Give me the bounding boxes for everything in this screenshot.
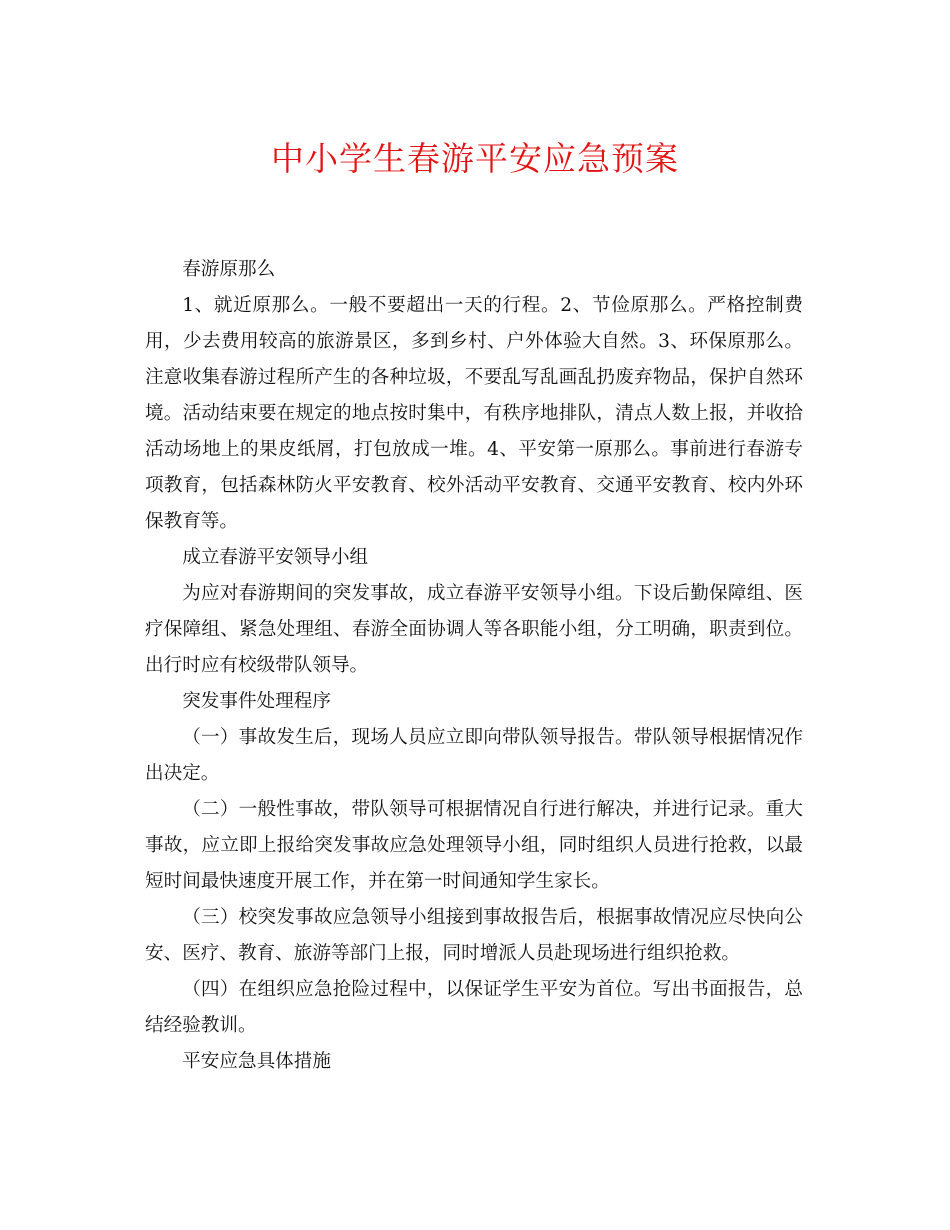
paragraph-procedure-2: （二）一般性事故，带队领导可根据情况自行进行解决，并进行记录。重大事故，应立即上报给突发事故应急处理领导小组，同时组织人员进行抢救，以最短时间最快速度开展工作，并在第一时间通知学生家长。 — [145, 799, 803, 892]
document-body — [145, 252, 803, 1080]
section-heading-leadership-group: 成立春游平安领导小组 — [182, 547, 369, 568]
paragraph-procedure-3: （三）校突发事故应急领导小组接到事故报告后，根据事故情况应尽快向公安、医疗、教育、旅游等部门上报，同时增派人员赴现场进行组织抢救。 — [145, 907, 803, 964]
section-heading-safety-measures: 平安应急具体措施 — [182, 1051, 331, 1072]
document-title: 中小学生春游平安应急预案 — [271, 139, 679, 178]
section-heading-emergency-procedure: 突发事件处理程序 — [182, 691, 331, 712]
paragraph-procedure-1: （一）事故发生后，现场人员应立即向带队领导报告。带队领导根据情况作出决定。 — [145, 727, 803, 784]
paragraph-leadership-group: 为应对春游期间的突发事故，成立春游平安领导小组。下设后勤保障组、医疗保障组、紧急处理组、春游全面协调人等各职能小组，分工明确，职责到位。出行时应有校级带队领导。 — [145, 583, 803, 676]
section-heading-principles: 春游原那么 — [182, 259, 276, 280]
paragraph-principles: 1、就近原那么。一般不要超出一天的行程。2、节俭原那么。严格控制费用，少去费用较高的旅游景区，多到乡村、户外体验大自然。3、环保原那么。注意收集春游过程所产生的各种垃圾，不要乱写乱画乱扔废弃物品，保护自然环境。活动结束要在规定的地点按时集中，有秩序地排队，清点人数上报，并收拾活动场地上的果皮纸屑，打包放成一堆。4、平安第一原那么。事前进行春游专项教育，包括森林防火平安教育、校外活动平安教育、交通平安教育、校内外环保教育等。 — [145, 295, 803, 532]
paragraph-procedure-4: （四）在组织应急抢险过程中，以保证学生平安为首位。写出书面报告，总结经验教训。 — [145, 979, 803, 1036]
